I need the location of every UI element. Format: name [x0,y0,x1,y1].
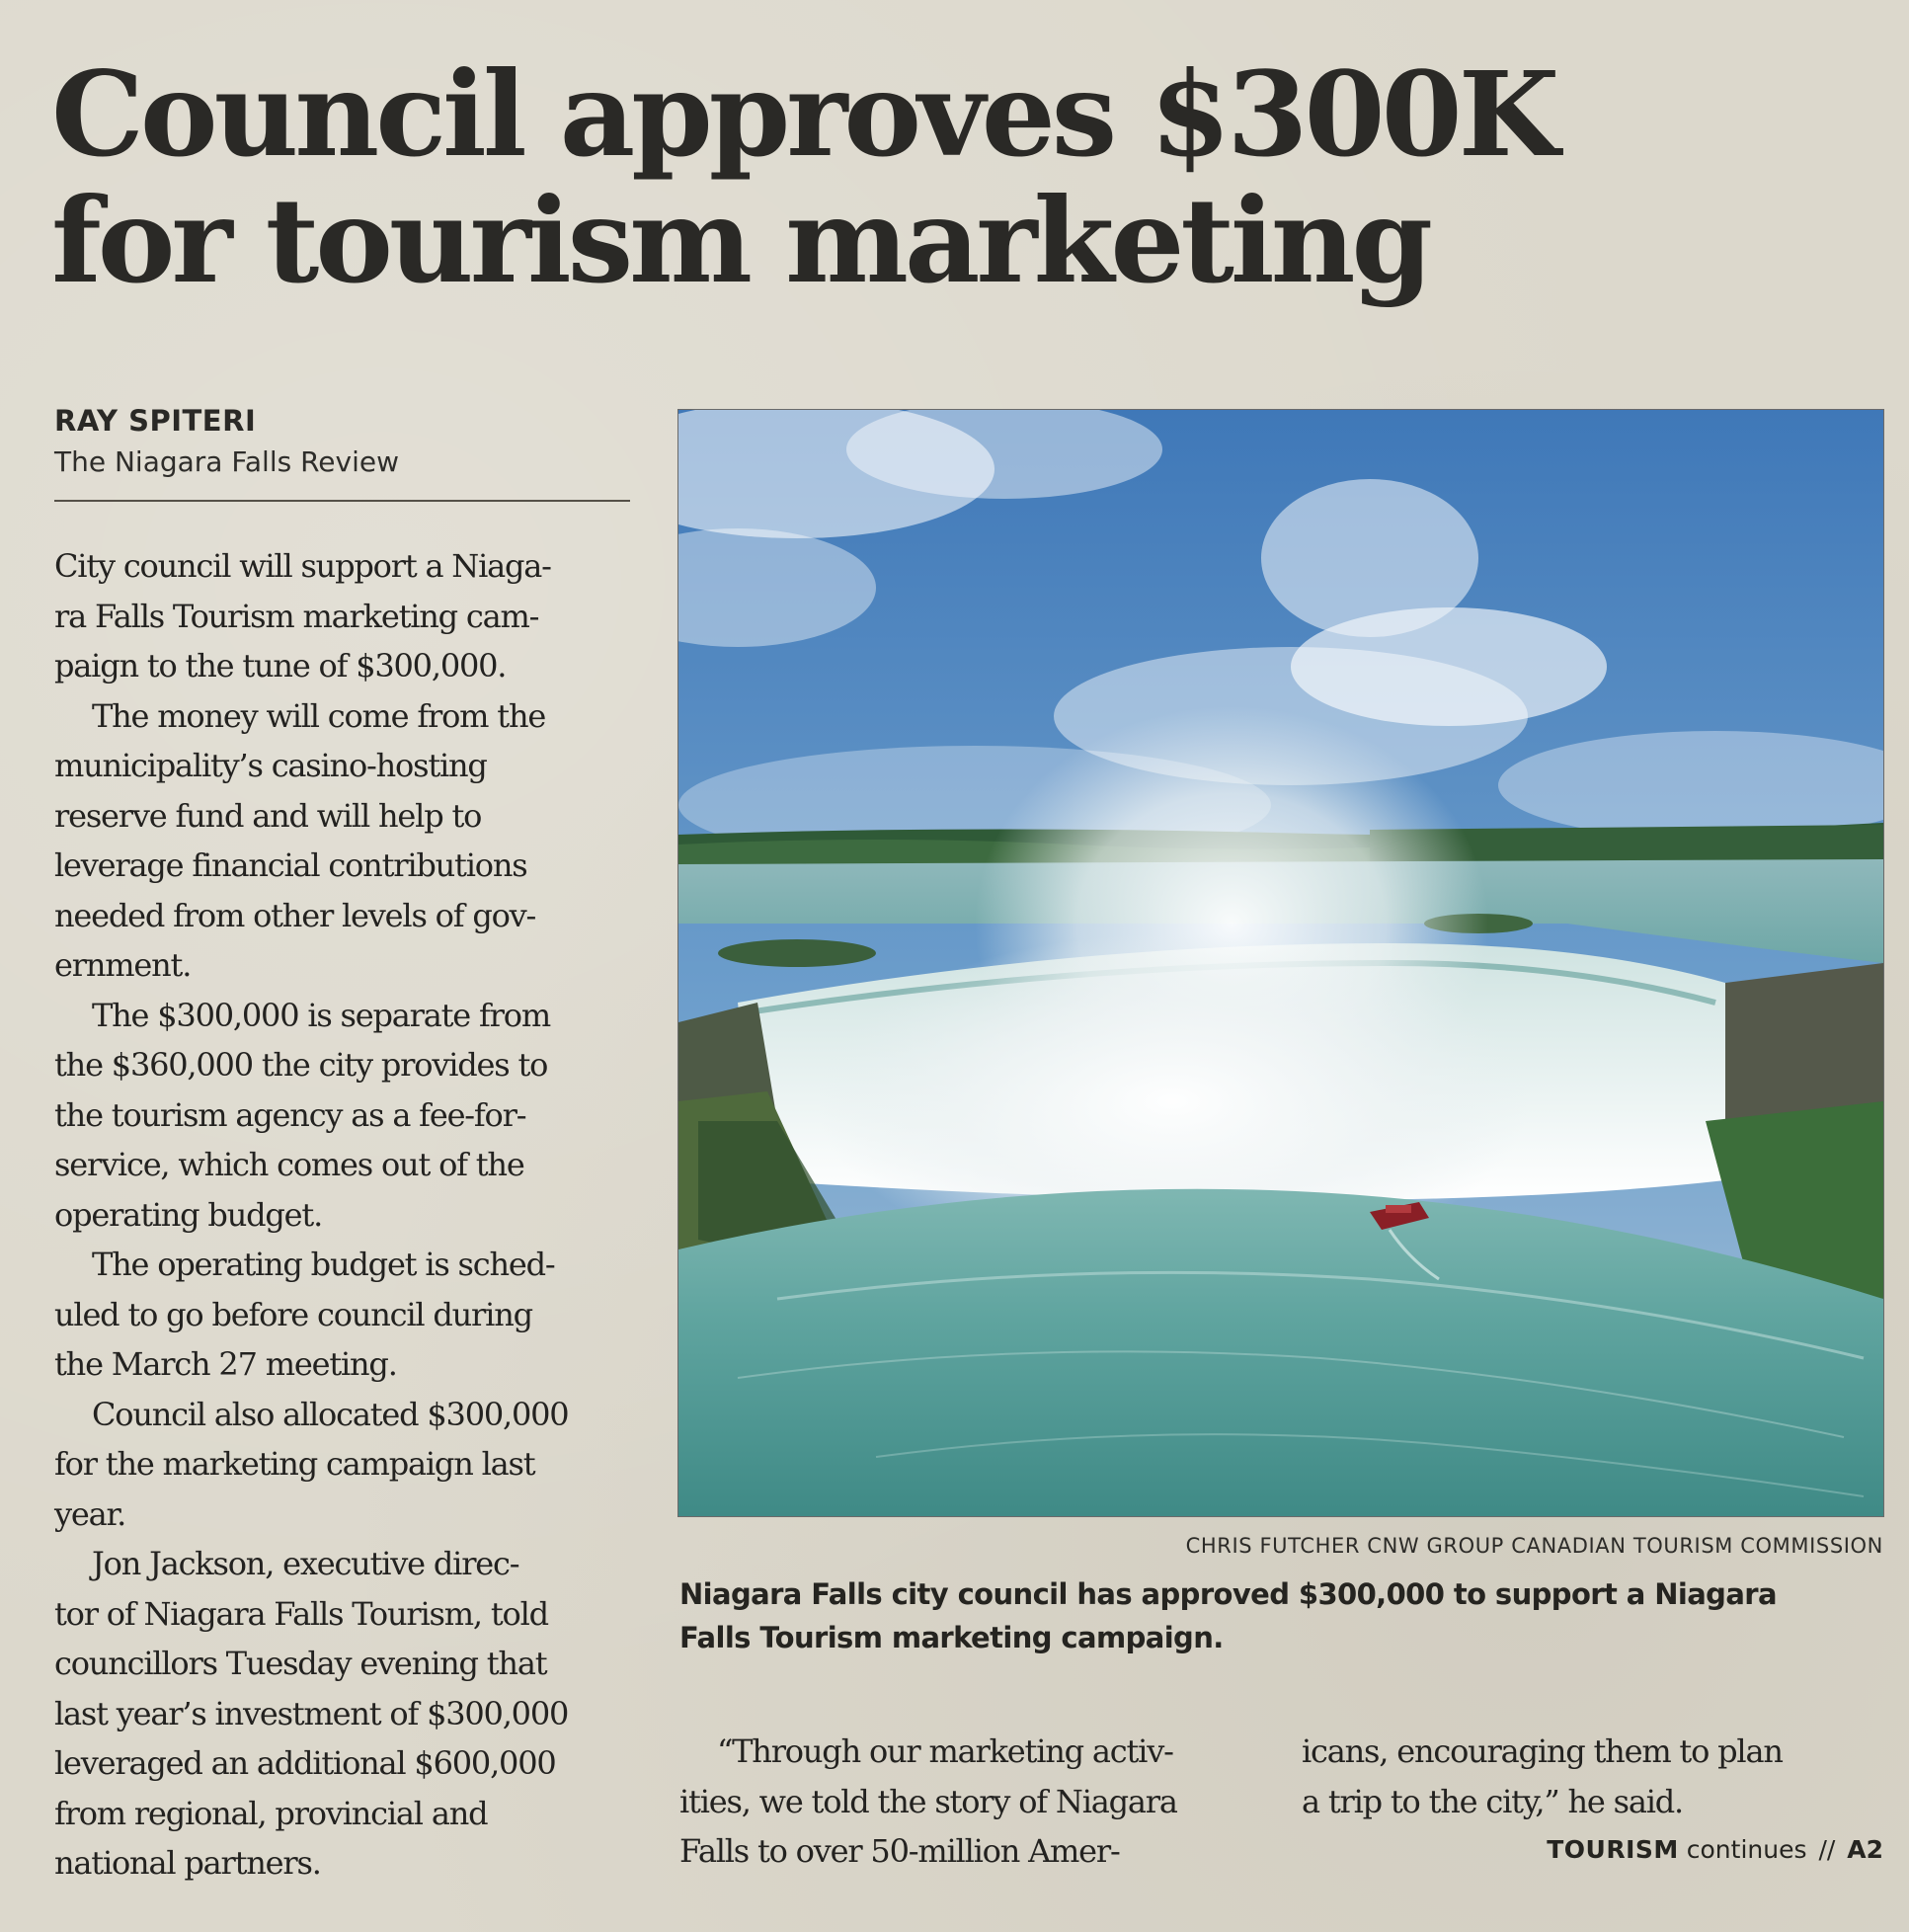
byline-divider [54,500,630,502]
paragraph-6 [54,1539,647,1889]
text-line: Falls to over 50-million Amer- [679,1832,1120,1870]
text-line: reserve fund and will help to [54,796,482,835]
jump-keyword: TOURISM [1547,1835,1679,1864]
text-line: operating budget. [54,1195,323,1234]
photo-credit: CHRIS FUTCHER CNW GROUP CANADIAN TOURISM COMMISSION [1185,1534,1883,1558]
text-line: Council also allocated $300,000 [92,1395,569,1433]
text-line: year. [54,1494,126,1533]
continued-jump-line [1547,1835,1883,1864]
paragraph-8 [1302,1727,1894,1826]
paragraph-3 [54,991,647,1241]
horseshoe-falls-image [678,410,1883,1516]
text-line: service, which comes out of the [54,1146,524,1183]
photo-caption [679,1572,1884,1659]
text-line: the $360,000 the city provides to [54,1046,548,1084]
text-line: The $300,000 is separate from [92,996,550,1034]
text-line: the tourism agency as a fee-for- [54,1095,526,1134]
text-line: ities, we told the story of Niagara [679,1782,1177,1820]
headline-line-2: for tourism marketing [51,172,1430,309]
text-line: icans, encouraging them to plan [1302,1732,1783,1770]
article-column-right [1302,1727,1894,1826]
text-line: The operating budget is sched- [92,1246,555,1283]
article-column-left [54,541,647,1889]
paragraph-7 [679,1727,1272,1877]
jump-page: A2 [1847,1835,1883,1864]
text-line: municipality’s casino-hosting [54,747,487,784]
caption-line: Niagara Falls city council has approved $300,000 to support a Niagara [679,1577,1777,1611]
text-line: The money will come from the [92,696,546,735]
text-line: City council will support a Niaga- [54,547,551,585]
jump-separator: // [1818,1835,1836,1864]
text-line: needed from other levels of gov- [54,896,536,934]
paragraph-5 [54,1390,647,1540]
text-line: a trip to the city,” he said. [1302,1782,1684,1820]
text-line: Jon Jackson, executive direc- [92,1545,519,1582]
text-line: “Through our marketing activ- [717,1732,1173,1770]
paragraph-1 [54,541,647,691]
text-line: leveraged an additional $600,000 [54,1744,556,1782]
byline-author: RAY SPITERI [54,404,257,438]
headline-line-1: Council approves $300K [51,45,1556,183]
text-line: tor of Niagara Falls Tourism, told [54,1594,548,1633]
text-line: last year’s investment of $300,000 [54,1694,569,1732]
text-line: the March 27 meeting. [54,1345,397,1383]
text-line: councillors Tuesday evening that [54,1645,547,1682]
text-line: paign to the tune of $300,000. [54,647,507,684]
article-column-middle [679,1727,1272,1877]
headline [51,45,1888,309]
text-line: uled to go before council during [54,1295,532,1333]
text-line: national partners. [54,1844,321,1882]
byline-publication: The Niagara Falls Review [54,445,400,478]
jump-continues: continues [1686,1835,1807,1864]
niagara-falls-photo [677,409,1884,1517]
paragraph-2 [54,691,647,991]
text-line: leverage financial contributions [54,846,527,884]
text-line: ernment. [54,946,192,984]
paragraph-4 [54,1240,647,1390]
text-line: for the marketing campaign last [54,1445,535,1483]
text-line: from regional, provincial and [54,1794,488,1832]
caption-line: Falls Tourism marketing campaign. [679,1621,1224,1654]
byline [54,403,399,480]
text-line: ra Falls Tourism marketing cam- [54,597,539,635]
